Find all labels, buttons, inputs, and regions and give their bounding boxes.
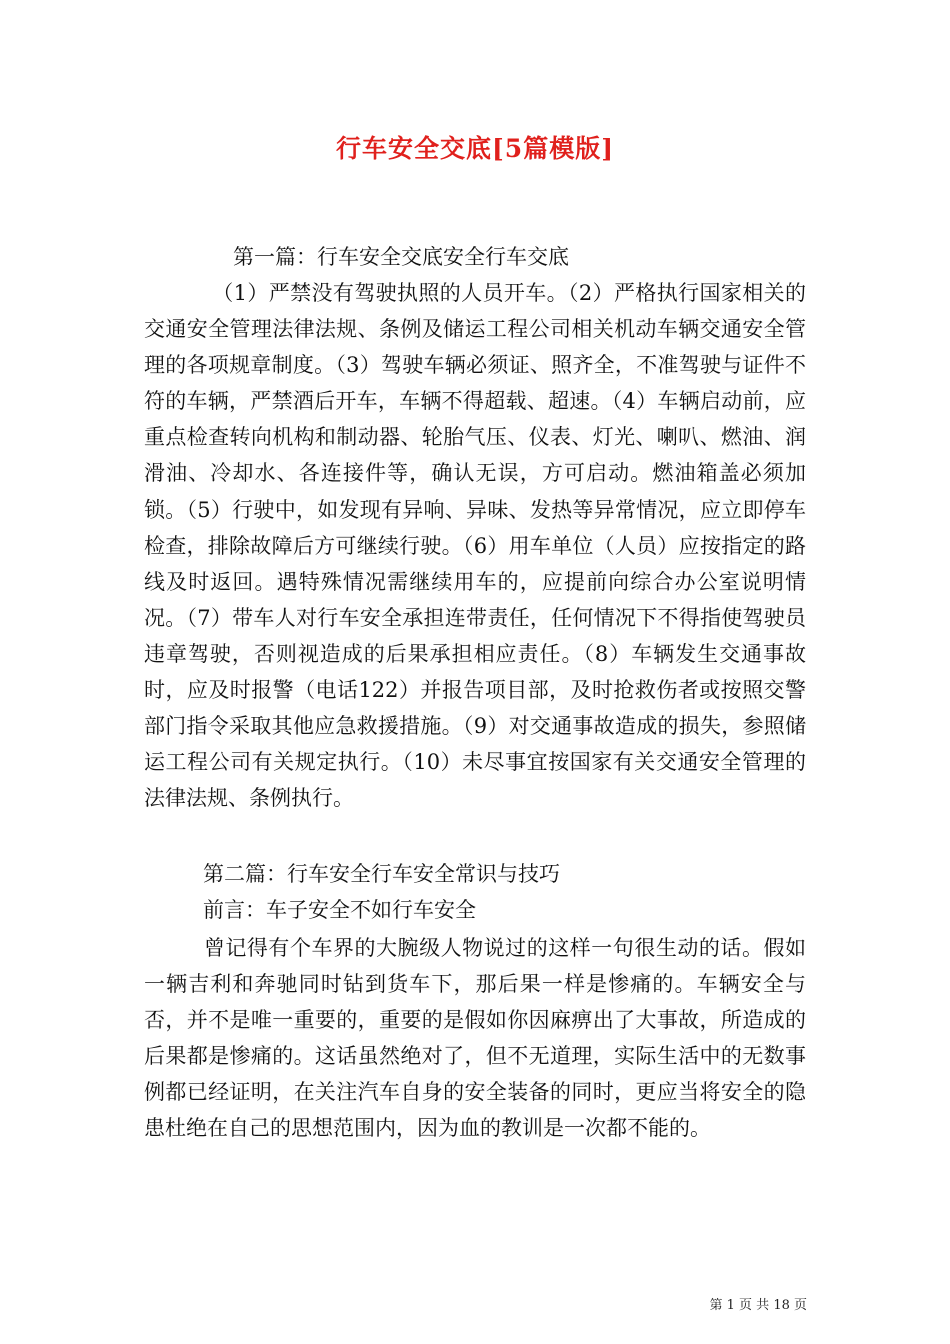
document-title: 行车安全交底[5篇模版] [335, 134, 615, 163]
section-2-paragraph: 曾记得有个车界的大腕级人物说过的这样一句很生动的话。假如一辆吉利和奔驰同时钻到货车下，那后果一样是惨痛的。车辆安全与否，并不是唯一重要的，重要的是假如你因麻痹出了大事故，所造成的后果都是惨痛的。这话虽然绝对了，但不无道理，实际生活中的无数事例都已经证明，在关注汽车自身的安全装备的同时，更应当将安全的隐患杜绝在自己的思想范围内，因为血的教训是一次都不能的。 [144, 936, 806, 1141]
page-number-footer: 第 1 页 共 18 页 [709, 1298, 807, 1313]
section-2-heading: 第二篇：行车安全行车安全常识与技巧 [203, 862, 560, 886]
section-2-subheading: 前言：车子安全不如行车安全 [203, 898, 476, 922]
section-1-paragraph: （1）严禁没有驾驶执照的人员开车。（2）严格执行国家相关的交通安全管理法律法规、条例及储运工程公司相关机动车辆交通安全管理的各项规章制度。（3）驾驶车辆必须证、照齐全，不准驾驶与证件不符的车辆，严禁酒后开车，车辆不得超载、超速。（4）车辆启动前，应重点检查转向机构和制动器、轮胎气压、仪表、灯光、喇叭、燃油、润滑油、冷却水、各连接件等，确认无误，方可启动。燃油箱盖必须加锁。（5）行驶中，如发现有异响、异味、发热等异常情况，应立即停车检查，排除故障后方可继续行驶。（6）用车单位（人员）应按指定的路线及时返回。遇特殊情况需继续用车的，应提前向综合办公室说明情况。（7）带车人对行车安全承担连带责任，任何情况下不得指使驾驶员违章驾驶，否则视造成的后果承担相应责任。（8）车辆发生交通事故时，应及时报警（电话122）并报告项目部，及时抢救伤者或按照交警部门指令采取其他应急救援措施。（9）对交通事故造成的损失，参照储运工程公司有关规定执行。（10）未尽事宜按国家有关交通安全管理的法律法规、条例执行。 [144, 281, 806, 811]
section-1-heading: 第一篇：行车安全交底安全行车交底 [233, 245, 569, 269]
